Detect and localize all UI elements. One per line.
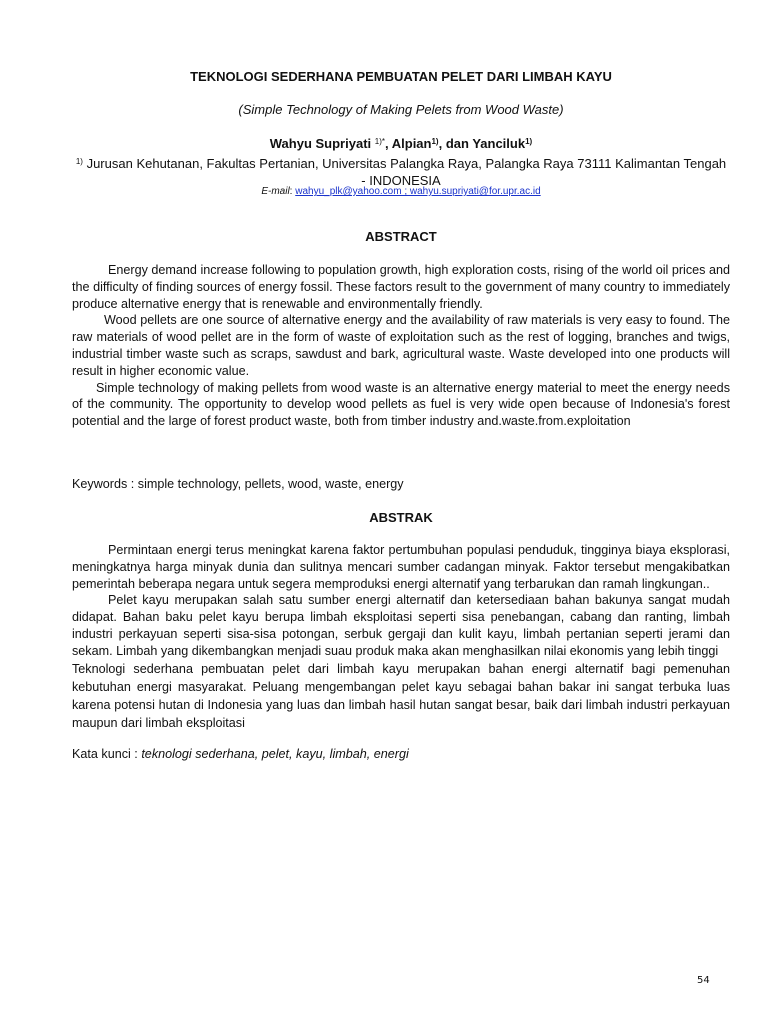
abstrak-paragraph: Pelet kayu merupakan salah satu sumber energi alternatif dan ketersediaan bahan bakunya sangat mudah didapat. Bahan baku pelet kayu berupa limbah eksploitasi seperti sisa penebangan, cabang dan ranting, limbah industri perkayuan seperti sisa-sisa potongan, serbuk gergaji dan kulit kayu, limbah pertanian seperti jerami dan sekam. Limbah yang dikembangkan menjadi suau produk maka akan menghasilkan nilai ekonomis yang lebih tinggi [72, 593, 730, 658]
author-name: Wahyu Supriyati [269, 136, 372, 151]
author-name: dan Yanciluk [445, 136, 526, 151]
author-name: Alpian [391, 136, 432, 151]
paper-subtitle [72, 102, 730, 117]
affiliation [72, 153, 730, 189]
abstract-body [72, 262, 730, 430]
abstract-paragraph: Wood pellets are one source of alternative energy and the availability of raw materials is very easy to found. The raw materials of wood pellet are in the form of waste of exploitation such as the rest of logging, branches and twigs, industrial timber waste such as scraps, sawdust and bark, agricultural waste. Waste developed into one products will result in higher economic value. [72, 313, 730, 378]
kata-kunci [72, 747, 409, 761]
abstrak-body [72, 542, 730, 732]
page-number: 54 [697, 975, 710, 986]
abstract-heading: ABSTRACT [365, 229, 437, 244]
abstrak-heading: ABSTRAK [369, 510, 433, 525]
keywords: Keywords : simple technology, pellets, wood, waste, energy [72, 477, 404, 491]
abstract-paragraph: Energy demand increase following to population growth, high exploration costs, rising of the world oil prices and the difficulty of finding sources of energy fossil. These factors result to the government of many country to immediately produce alternative energy that is renewable and environmentally friendly. [72, 263, 730, 311]
kata-kunci-text: teknologi sederhana, pelet, kayu, limbah, energi [141, 747, 409, 761]
paper-title: TEKNOLOGI SEDERHANA PEMBUATAN PELET DARI LIMBAH KAYU [190, 69, 612, 84]
kata-kunci-label: Kata kunci : [72, 747, 142, 761]
abstrak-paragraph: Permintaan energi terus meningkat karena faktor pertumbuhan populasi penduduk, tingginya biaya eksplorasi, meningkatnya harga minyak dunia dan sulitnya mencari sumber cadangan minyak. Faktor tersebut mengakibatkan pemerintah beberapa negara untuk segera memproduksi energi alternatif yang terbarukan dan ramah lingkungan.. [72, 543, 730, 591]
email-label: E-mail [261, 186, 290, 197]
abstrak-paragraph: Teknologi sederhana pembuatan pelet dari limbah kayu merupakan bahan energi alternatif bagi pemenuhan kebutuhan energi masyarakat. Peluang mengembangan pelet kayu sebagai bahan bakar ini sangat terbuka luas karena potensi hutan di Indonesia yang luas dan limbah hasil hutan sangat besar, baik dari limbah industri perkayuan maupun dari limbah eksploitasi [72, 661, 730, 730]
author-mark: 1)* [374, 137, 385, 146]
subtitle-text: (Simple Technology of Making Pelets from Wood Waste) [238, 102, 564, 117]
abstract-paragraph: Simple technology of making pellets from wood waste is an alternative energy material to meet the energy needs of the community. The opportunity to develop wood pellets as fuel is very wide open because of Indonesia's forest potential and the large of forest product waste, both from timber industry and.waste.from.exploitation [72, 380, 730, 429]
affiliation-mark: 1) [75, 157, 83, 166]
author-mark: 1) [431, 137, 439, 146]
affiliation-text: Jurusan Kehutanan, Fakultas Pertanian, Universitas Palangka Raya, Palangka Raya 73111 Kalimantan Tengah - INDONESIA [86, 156, 727, 188]
author-mark: 1) [525, 137, 533, 146]
email-line: E-mail: wahyu_plk@yahoo.com ; wahyu.supriyati@for.upr.ac.id [261, 186, 541, 197]
email-link[interactable]: wahyu_plk@yahoo.com ; wahyu.supriyati@for.upr.ac.id [295, 186, 541, 197]
author-list: Wahyu Supriyati $^{1)*}$, Alpian$^{1)}$, dan Yanciluk$^{1)}$ [269, 136, 533, 151]
